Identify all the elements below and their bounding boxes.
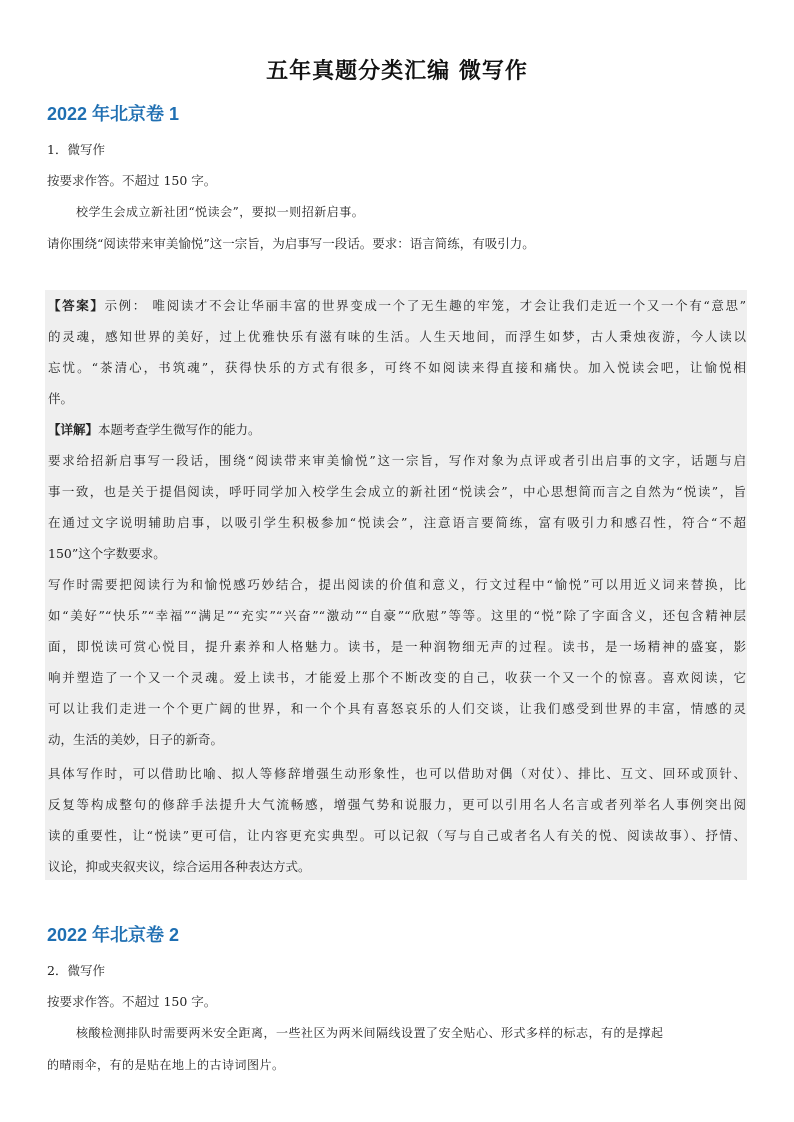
explain-line: 具体写作时，可以借助比喻、拟人等修辞增强生动形象性，也可以借助对偶（对仗）、排比、互文、回环或顶针、 — [48, 766, 746, 781]
explain-line: 写作时需要把阅读行为和愉悦感巧妙结合，提出阅读的价值和意义，行文过程中“愉悦”可以用近义词来替换，比 — [48, 577, 746, 592]
explain-line: 150”这个字数要求。 — [48, 546, 166, 561]
explain-line: 反复等构成整句的修辞手法提升大气流畅感，增强气势和说服力，更可以引用名人名言或者列举名人事例突出阅 — [48, 797, 746, 812]
page-title: 五年真题分类汇编 微写作 — [266, 59, 528, 84]
explain-line: 在通过文字说明辅助启事，以吸引学生积极参加“悦读会”，注意语言要简练，富有吸引力和感召性，符合“不超 — [48, 515, 746, 530]
answer-line: 伴。 — [48, 391, 74, 406]
question-material-2: 的晴雨伞，有的是贴在地上的古诗词图片。 — [47, 1058, 285, 1072]
question-requirement-2: 按要求作答。不超过 150 字。 — [47, 994, 217, 1009]
section-heading-1: 2022 年北京卷 1 — [47, 104, 180, 124]
explain-line: 可以让我们走进一个个更广阔的世界，和一个个具有喜怒哀乐的人们交谈，让我们感受到世界的丰富，情感的灵 — [48, 701, 746, 716]
question-requirement-1: 按要求作答。不超过 150 字。 — [47, 173, 217, 188]
explain-line: 议论，抑或夹叙夹议，综合运用各种表达方式。 — [48, 859, 311, 874]
question-prompt-1: 请你围绕“阅读带来审美愉悦”这一宗旨，为启事写一段话。要求：语言简练，有吸引力。 — [47, 236, 535, 251]
question-number-1: 1．微写作 — [47, 142, 105, 157]
explain-line: 响并塑造了一个又一个灵魂。爱上读书，才能爱上那个不断改变的自己，收获一个又一个的惊喜。喜欢阅读，它 — [48, 670, 746, 685]
question-material-1: 校学生会成立新社团“悦读会”，要拟一则招新启事。 — [76, 205, 365, 219]
section-heading-2: 2022 年北京卷 2 — [47, 925, 180, 945]
explain-line: 要求给招新启事写一段话，围绕“阅读带来审美愉悦”这一宗旨，写作对象为点评或者引出启事的文字，话题与启 — [48, 453, 746, 468]
question-material-2: 核酸检测排队时需要两米安全距离，一些社区为两米间隔线设置了安全贴心、形式多样的标志，有的是撑起 — [76, 1026, 664, 1040]
explain-line: 动，生活的美妙，日子的新奇。 — [48, 732, 224, 747]
explain-line: 面，即悦读可赏心悦目，提升素养和人格魅力。读书，是一种润物细无声的过程。读书，是一场精神的盛宴，影 — [48, 639, 746, 654]
answer-line: 忘忧。“茶清心，书筑魂”，获得快乐的方式有很多，可终不如阅读来得直接和痛快。加入悦读会吧，让愉悦相 — [48, 360, 746, 375]
question-number-2: 2．微写作 — [47, 963, 105, 978]
answer-label: 【答案】 — [48, 298, 105, 313]
explain-line: 如“美好”“快乐”“幸福”“满足”“充实”“兴奋”“激动”“自豪”“欣慰”等等。这里的“悦”除了字面含义，还包含精神层 — [48, 608, 746, 623]
answer-line: 的灵魂，感知世界的美好，过上优雅快乐有滋有味的生活。人生天地间，而浮生如梦，古人秉烛夜游，今人读以 — [48, 329, 746, 344]
answer-line: 【答案】示例： 唯阅读才不会让华丽丰富的世界变成一个了无生趣的牢笼，才会让我们走近一个又一个有“意思” — [48, 298, 746, 313]
explain-label: 【详解】 — [48, 422, 99, 437]
explain-line: 【详解】本题考查学生微写作的能力。 — [48, 422, 261, 437]
explain-line: 读的重要性，让“悦读”更可信，让内容更充实典型。可以记叙（写与自己或者名人有关的悦、阅读故事）、抒情、 — [48, 828, 746, 843]
explain-line: 事一致，也是关于提倡阅读，呼吁同学加入校学生会成立的新社团“悦读会”，中心思想简而言之自然为“悦读”，旨 — [48, 484, 746, 499]
